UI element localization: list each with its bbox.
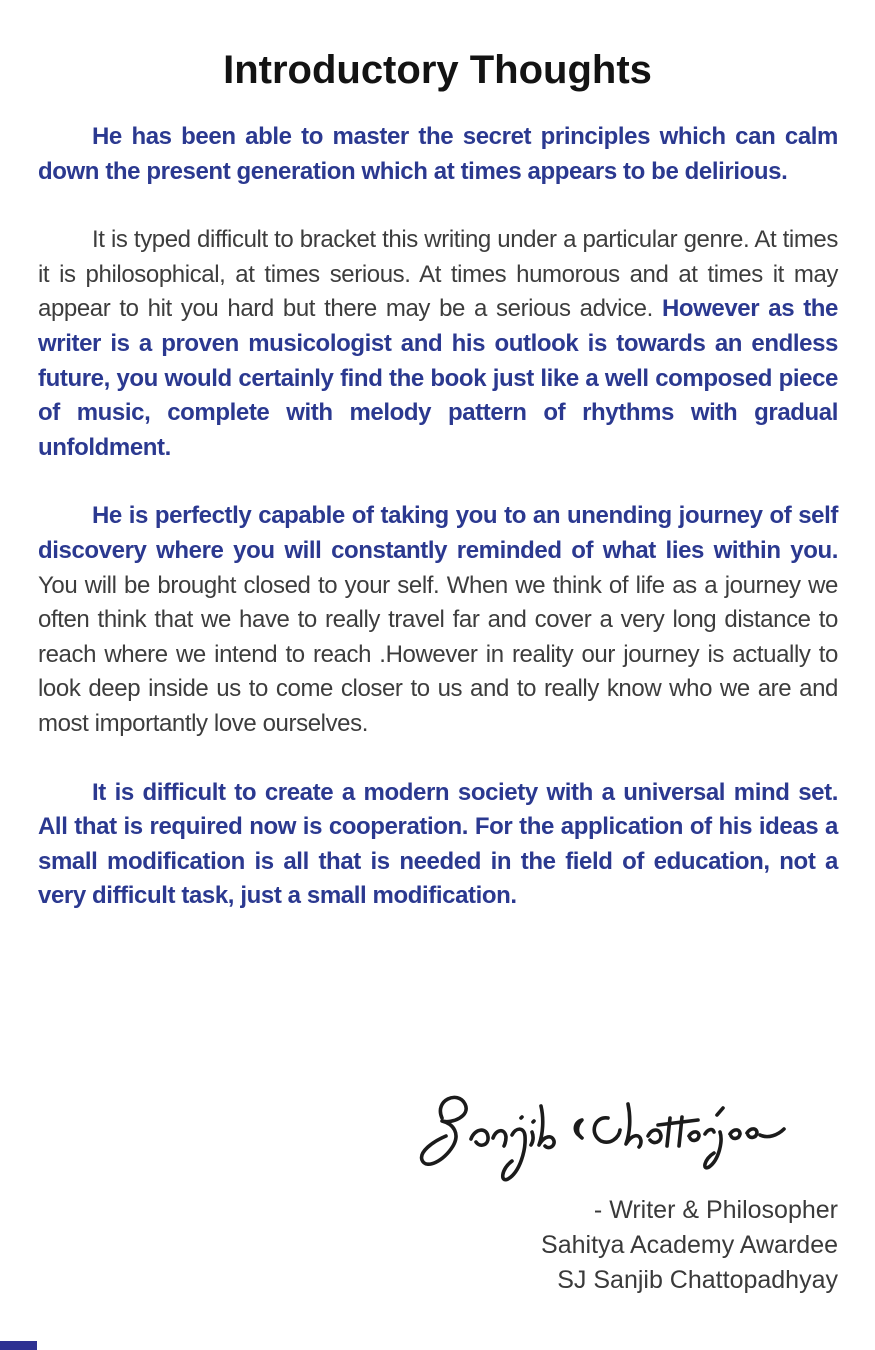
signature-award: Sahitya Academy Awardee (541, 1231, 838, 1259)
signature-image (408, 1084, 808, 1189)
page-title: Introductory Thoughts (223, 48, 652, 92)
paragraph (38, 776, 838, 914)
paragraph (38, 499, 838, 741)
signature-block (408, 1084, 838, 1298)
signature-name: SJ Sanjib Chattopadhyay (557, 1266, 838, 1294)
text-segment: You will be brought closed to your self. When we think of life as a journey we often think that we have to really travel far and cover a very long distance to reach where we intend to reach .However in reality our journey is actually to look deep inside us to come closer to us and to really know who we are and most importantly love ourselves. (38, 571, 838, 737)
signature-role: - Writer & Philosopher (593, 1196, 838, 1224)
text-segment: However as the writer is a proven musicologist and his outlook is towards an endless future, you would certainly find the book just like a well composed piece of music, complete with melody pattern of rhythms with gradual unfoldment. (38, 295, 839, 461)
text-segment: It is typed difficult to bracket this writing under a particular genre. At times it is philosophical, at times serious. At times humorous and at times it may appear to hit you hard but there may be a serious advice. (38, 226, 838, 323)
paragraph (38, 120, 838, 189)
paragraph (38, 223, 838, 465)
body-paragraphs (38, 120, 838, 914)
text-segment: It is difficult to create a modern society with a universal mind set. All that is required now is cooperation. For the application of his ideas a small modification is all that is needed in the field of education, not a very difficult task, just a small modification. (38, 778, 838, 910)
text-segment: He has been able to master the secret principles which can calm down the present generation which at times appears to be delirious. (38, 123, 838, 185)
text-segment: He is perfectly capable of taking you to an unending journey of self discovery where you will constantly reminded of what lies within you. (38, 502, 838, 564)
footer-accent-bar (0, 1341, 37, 1350)
